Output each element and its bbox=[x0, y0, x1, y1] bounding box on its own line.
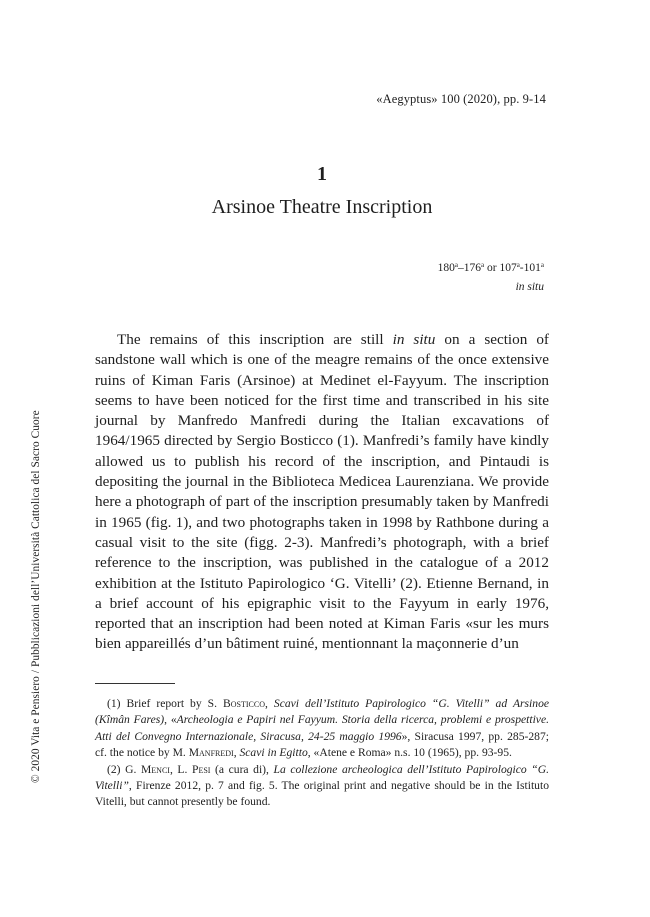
date-c-sup: a bbox=[516, 261, 520, 269]
date-b: –176 bbox=[457, 262, 481, 274]
footnote-divider bbox=[95, 683, 175, 684]
fn1-series: Archeologia e Papiri nel Fayyum. Storia della ricerca, problemi e prospettive. Atti del Convegno Internazionale, Siracusa, 24-25 maggio 1996 bbox=[95, 713, 549, 743]
paragraph bbox=[95, 330, 549, 655]
date-b-sup: a bbox=[480, 261, 485, 269]
date-a-sup: a bbox=[454, 261, 458, 269]
paragraph-in-situ: in situ bbox=[392, 331, 436, 348]
chapter-number: 1 bbox=[317, 163, 327, 185]
date-a: 180 bbox=[437, 262, 455, 274]
footnotes bbox=[95, 696, 549, 811]
fn1-sep3: , bbox=[233, 746, 240, 760]
dating-block bbox=[438, 256, 544, 297]
copyright-side-note: © 2020 Vita e Pensiero / Pubblicazioni dell’Università Cattolica del Sacro Cuore bbox=[30, 410, 42, 783]
date-c: 107 bbox=[499, 262, 517, 274]
fn2-text: (2) G. bbox=[107, 762, 141, 776]
fn2-title: La collezione archeologica dell’Istituto Papirologico “G. Vitelli” bbox=[95, 762, 550, 793]
fn1-title2: Scavi in Egitto bbox=[239, 746, 308, 760]
fn2-text2: (a cura di), bbox=[210, 762, 274, 776]
fn1-sep2: , « bbox=[164, 713, 177, 727]
footnote-1 bbox=[95, 696, 549, 762]
date-d: -101 bbox=[519, 262, 541, 274]
fn1-sep: , bbox=[264, 697, 274, 710]
fn1-text2: », Siracusa 1997, pp. 285-287; cf. the notice by M. bbox=[95, 729, 549, 760]
paragraph-text-b: on a section of sandstone wall which is one of the meagre remains of the once extensive ruins of Kiman Faris (Arsinoe) at Medinet el-Fayyum. The inscription seems to have been noticed for the first time and transcribed in his site journal by Manfredo Manfredi during the Italian excavations of 1964/1965 directed by Sergio Bosticco (1). Manfredi’s family have kindly allowed us to publish his record of the inscription, and Pintaudi is depositing the journal in the Biblioteca Medicea Laurenziana. We provide here a photograph of part of the inscription presumably taken by Manfredi in 1965 (fig. 1), and two photographs taken in 1998 by Rathbone during a casual visit to the site (figg. 2-3). Manfredi’s photograph, with a brief reference to the inscription, was published in the catalogue of a 2012 exhibition at the Istituto Papirologico ‘G. Vitelli’ (2). Etienne Bernand, in a brief account of his epigraphic visit to the Fayyum in early 1976, reported that an inscription had been noted at Kiman Faris «sur les murs bien appareillés d’un bâtiment ruiné, mentionnant la maçonnerie d’un bbox=[95, 331, 549, 653]
date-or: or bbox=[484, 262, 500, 274]
fn1-author: Bosticco bbox=[223, 697, 265, 710]
paragraph-text-a: The remains of this inscription are still bbox=[117, 331, 393, 348]
fn1-title: Scavi dell’Istituto Papirologico “G. Vitelli” ad Arsinoe (Kîmân Fares) bbox=[95, 697, 550, 727]
fn2-text3: , Firenze 2012, p. 7 and fig. 5. The original print and negative should be in the Istituto Vitelli, but cannot presently be found. bbox=[95, 779, 549, 809]
fn2-author1: Menci bbox=[140, 762, 170, 776]
fn2-sep: , L. bbox=[169, 762, 192, 776]
fn1-author2: Manfredi bbox=[188, 746, 234, 760]
body-text bbox=[95, 330, 549, 655]
fn1-text: (1) Brief report by S. bbox=[107, 697, 224, 710]
fn2-author2: Pesi bbox=[192, 762, 211, 776]
date-line bbox=[438, 256, 544, 278]
location-label: in situ bbox=[515, 281, 544, 293]
fn1-text3: , «Atene e Roma» n.s. 10 (1965), pp. 93-95. bbox=[307, 746, 512, 760]
journal-reference: «Aegyptus» 100 (2020), pp. 9-14 bbox=[376, 92, 546, 106]
date-d-sup: a bbox=[540, 261, 544, 269]
footnote-2 bbox=[95, 762, 549, 811]
chapter-title: Arsinoe Theatre Inscription bbox=[211, 196, 433, 218]
